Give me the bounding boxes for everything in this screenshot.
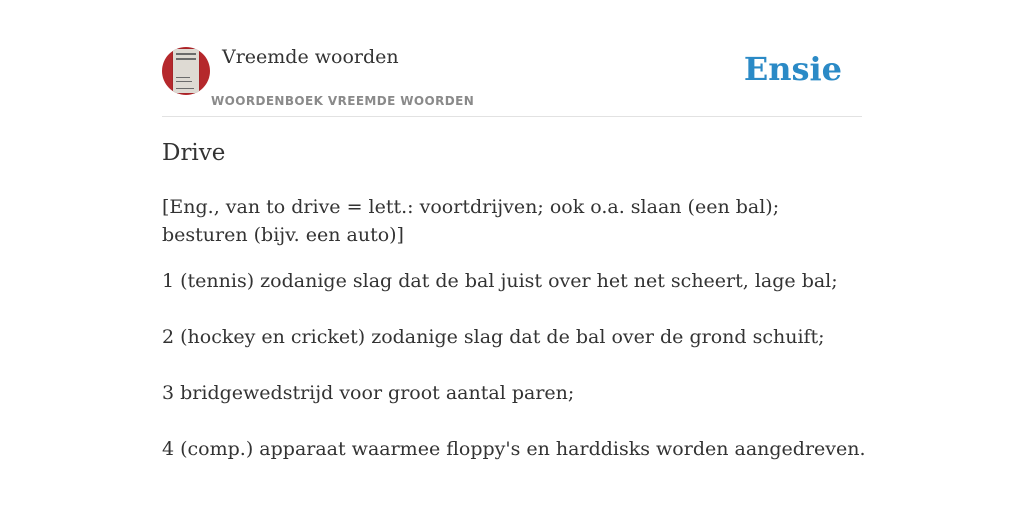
entry-etymology: [Eng., van to drive = lett.: voortdrijven; ook o.a. slaan (een bal); besturen (bijv. een auto)] bbox=[162, 196, 780, 246]
definition-item: 1 (tennis) zodanige slag dat de bal juist over het net scheert, lage bal; bbox=[162, 270, 838, 292]
ensie-logo[interactable]: Ensie bbox=[743, 50, 842, 88]
page bbox=[162, 0, 866, 512]
definition-item: 3 bridgewedstrijd voor groot aantal paren; bbox=[162, 382, 575, 404]
header bbox=[162, 0, 862, 117]
dictionary-avatar[interactable] bbox=[162, 47, 210, 95]
definition-list bbox=[162, 267, 866, 491]
site-title[interactable]: Vreemde woorden bbox=[222, 46, 399, 68]
definition-item: 4 (comp.) apparaat waarmee floppy's en harddisks worden aangedreven. bbox=[162, 438, 866, 460]
definition-item: 2 (hockey en cricket) zodanige slag dat de bal over de grond schuift; bbox=[162, 326, 825, 348]
book-cover-icon bbox=[173, 49, 199, 93]
site-subtitle: WOORDENBOEK VREEMDE WOORDEN bbox=[211, 94, 475, 108]
entry-headword: Drive bbox=[162, 140, 226, 166]
